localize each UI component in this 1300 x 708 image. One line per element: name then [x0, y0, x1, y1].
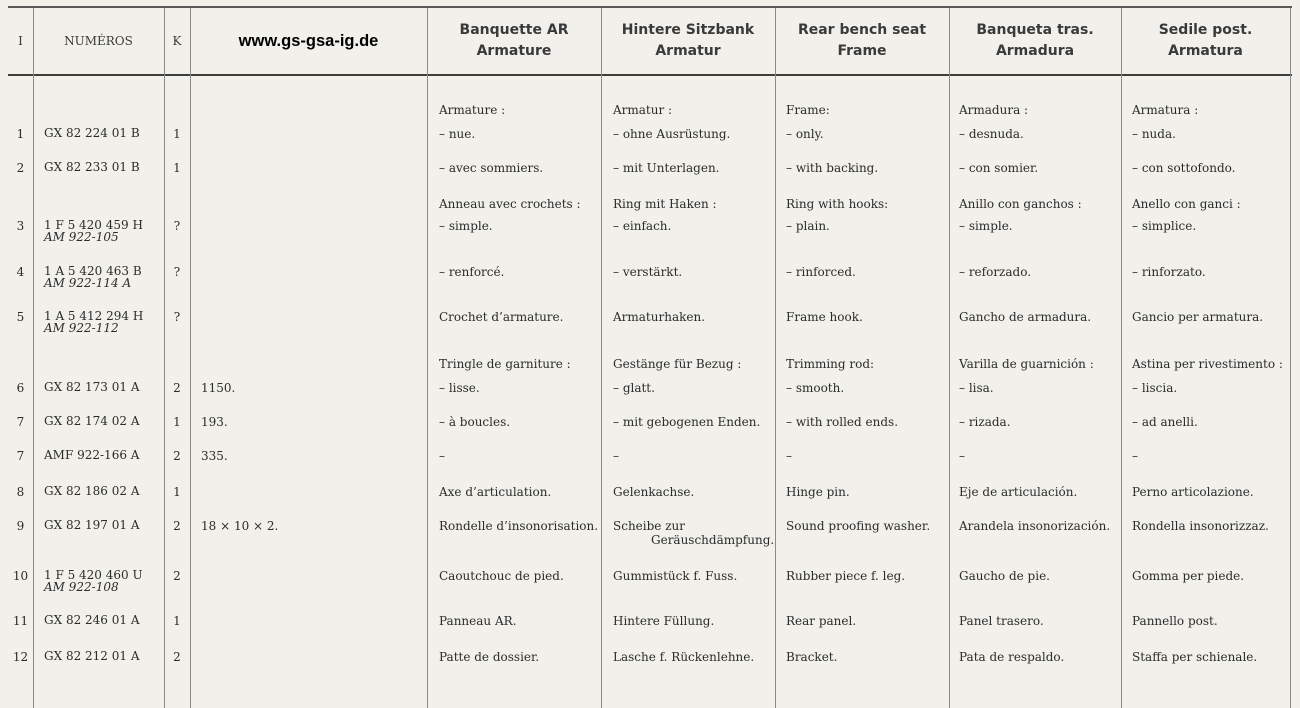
desc-english: –: [786, 449, 792, 463]
row-index: 11: [12, 614, 29, 628]
website-label: www.gs-gsa-ig.de: [238, 31, 379, 50]
group-heading: Ring with hooks:: [786, 197, 889, 211]
desc-italian: Staffa per schienale.: [1132, 650, 1258, 664]
row-index: 9: [16, 519, 25, 533]
header-french-line2: Armature: [476, 43, 552, 59]
desc-italian: –: [1132, 449, 1138, 463]
header-index-label: I: [18, 34, 23, 48]
group-heading: Anillo con ganchos :: [959, 197, 1082, 211]
desc-italian: Rondella insonorizzaz.: [1132, 519, 1269, 533]
desc-french: – lisse.: [439, 381, 480, 395]
header-italian-line2: Armatura: [1168, 43, 1243, 59]
group-heading: Anello con ganci :: [1132, 197, 1241, 211]
part-number: GX 82 246 01 A: [44, 613, 140, 627]
column-divider: [164, 8, 165, 708]
header-spanish-line1: Banqueta tras.: [976, 22, 1094, 38]
group-heading: Gestänge für Bezug :: [613, 357, 742, 371]
desc-spanish: – con somier.: [959, 161, 1039, 175]
row-index: 5: [16, 310, 25, 324]
desc-italian: Gancio per armatura.: [1132, 310, 1264, 324]
desc-german: Hintere Füllung.: [613, 614, 715, 628]
row-index: 3: [16, 219, 25, 233]
desc-spanish: Panel trasero.: [959, 614, 1044, 628]
desc-spanish: Gaucho de pie.: [959, 569, 1050, 583]
desc-german: Gelenkachse.: [613, 485, 695, 499]
desc-spanish: – rizada.: [959, 415, 1011, 429]
header-german-line1: Hintere Sitzbank: [621, 22, 755, 38]
quantity: 2: [173, 381, 181, 395]
desc-german: – mit Unterlagen.: [613, 161, 720, 175]
part-number: GX 82 197 01 A: [44, 518, 140, 532]
part-number-alt: AM 922-112: [44, 321, 119, 335]
desc-english: – rinforced.: [786, 265, 856, 279]
desc-german: – ohne Ausrüstung.: [613, 127, 731, 141]
desc-german-cont: Geräuschdämpfung.: [651, 533, 775, 547]
desc-english: – only.: [786, 127, 824, 141]
quantity: 1: [173, 614, 181, 628]
desc-french: Rondelle d’insonorisation.: [439, 519, 599, 533]
dimension: 18 × 10 × 2.: [201, 519, 279, 533]
part-number: GX 82 174 02 A: [44, 414, 140, 428]
header-italian: [1121, 8, 1290, 74]
desc-english: – plain.: [786, 219, 830, 233]
desc-german: Gummistück f. Fuss.: [613, 569, 738, 583]
header-italian-line1: Sedile post.: [1158, 22, 1253, 38]
column-divider: [427, 8, 428, 708]
part-number: GX 82 186 02 A: [44, 484, 140, 498]
dimension: 335.: [201, 449, 228, 463]
desc-french: – nue.: [439, 127, 476, 141]
part-number: 1 F 5 420 459 H: [44, 218, 143, 232]
desc-english: Bracket.: [786, 650, 838, 664]
desc-spanish: Eje de articulación.: [959, 485, 1078, 499]
group-heading: Armadura :: [959, 103, 1029, 117]
desc-french: – simple.: [439, 219, 493, 233]
quantity: 1: [173, 415, 181, 429]
part-number: 1 A 5 412 294 H: [44, 309, 144, 323]
row-index: 10: [12, 569, 29, 583]
desc-english: Sound proofing washer.: [786, 519, 931, 533]
quantity: ?: [173, 265, 181, 279]
row-index: 12: [12, 650, 29, 664]
header-french-line1: Banquette AR: [459, 22, 569, 38]
header-english: [775, 8, 949, 74]
desc-spanish: –: [959, 449, 965, 463]
part-number: GX 82 224 01 B: [44, 126, 140, 140]
header-numeros-label: NUMÉROS: [64, 34, 133, 48]
desc-italian: – nuda.: [1132, 127, 1176, 141]
group-heading: Armatur :: [613, 103, 673, 117]
desc-english: – with rolled ends.: [786, 415, 899, 429]
desc-german: Scheibe zur: [613, 519, 685, 533]
header-french: [427, 8, 601, 74]
desc-german: Armaturhaken.: [613, 310, 706, 324]
row-index: 4: [16, 265, 25, 279]
header-english-line2: Frame: [837, 43, 887, 59]
desc-german: –: [613, 449, 619, 463]
desc-german: – verstärkt.: [613, 265, 683, 279]
desc-french: Caoutchouc de pied.: [439, 569, 564, 583]
row-index: 7: [16, 449, 25, 463]
group-heading: Astina per rivestimento :: [1132, 357, 1283, 371]
desc-italian: Gomma per piede.: [1132, 569, 1245, 583]
desc-spanish: Pata de respaldo.: [959, 650, 1065, 664]
part-number: 1 A 5 420 463 B: [44, 264, 142, 278]
part-number: GX 82 233 01 B: [44, 160, 140, 174]
dimension: 193.: [201, 415, 228, 429]
header-english-line1: Rear bench seat: [797, 22, 927, 38]
desc-french: Patte de dossier.: [439, 650, 540, 664]
desc-spanish: Gancho de armadura.: [959, 310, 1092, 324]
desc-spanish: – lisa.: [959, 381, 994, 395]
column-divider: [190, 8, 191, 708]
desc-italian: Perno articolazione.: [1132, 485, 1254, 499]
desc-italian: Pannello post.: [1132, 614, 1218, 628]
part-number-alt: AM 922-114 A: [44, 276, 132, 290]
desc-spanish: – desnuda.: [959, 127, 1024, 141]
column-divider: [33, 8, 34, 708]
part-number: AMF 922-166 A: [44, 448, 140, 462]
group-heading: Anneau avec crochets :: [439, 197, 581, 211]
quantity: 1: [173, 161, 181, 175]
desc-french: – à boucles.: [439, 415, 511, 429]
desc-italian: – liscia.: [1132, 381, 1178, 395]
header-website: [190, 8, 427, 74]
row-index: 2: [16, 161, 25, 175]
desc-spanish: – reforzado.: [959, 265, 1032, 279]
desc-german: – glatt.: [613, 381, 655, 395]
header-index: [8, 8, 33, 74]
group-heading: Frame:: [786, 103, 830, 117]
desc-german: – einfach.: [613, 219, 672, 233]
part-number-alt: AM 922-105: [44, 230, 119, 244]
group-heading: Trimming rod:: [786, 357, 875, 371]
quantity: 2: [173, 519, 181, 533]
header-spanish: [949, 8, 1121, 74]
desc-german: Lasche f. Rückenlehne.: [613, 650, 755, 664]
row-index: 6: [16, 381, 25, 395]
row-index: 8: [16, 485, 25, 499]
quantity: ?: [173, 310, 181, 324]
desc-english: Rear panel.: [786, 614, 857, 628]
desc-english: Hinge pin.: [786, 485, 850, 499]
column-divider: [1121, 8, 1122, 708]
column-divider: [949, 8, 950, 708]
part-number: GX 82 212 01 A: [44, 649, 140, 663]
header-german-line2: Armatur: [655, 43, 721, 59]
desc-french: Axe d’articulation.: [439, 485, 552, 499]
desc-italian: – simplice.: [1132, 219, 1197, 233]
header-numeros: [33, 8, 164, 74]
header-german: [601, 8, 775, 74]
row-index: 7: [16, 415, 25, 429]
column-divider: [1290, 8, 1291, 708]
quantity: 2: [173, 449, 181, 463]
header-k: [164, 8, 190, 74]
row-index: 1: [16, 127, 25, 141]
dimension: 1150.: [201, 381, 236, 395]
desc-english: – with backing.: [786, 161, 879, 175]
desc-english: Frame hook.: [786, 310, 863, 324]
desc-spanish: Arandela insonorización.: [959, 519, 1111, 533]
desc-french: Panneau AR.: [439, 614, 517, 628]
column-divider: [775, 8, 776, 708]
desc-german: – mit gebogenen Enden.: [613, 415, 761, 429]
desc-french: –: [439, 449, 445, 463]
part-number: 1 F 5 420 460 U: [44, 568, 143, 582]
desc-english: Rubber piece f. leg.: [786, 569, 906, 583]
desc-italian: – rinforzato.: [1132, 265, 1206, 279]
group-heading: Armatura :: [1132, 103, 1199, 117]
header-k-label: K: [172, 34, 182, 48]
part-number: GX 82 173 01 A: [44, 380, 140, 394]
part-number-alt: AM 922-108: [44, 580, 119, 594]
group-heading: Ring mit Haken :: [613, 197, 717, 211]
quantity: 2: [173, 650, 181, 664]
desc-italian: – ad anelli.: [1132, 415, 1198, 429]
desc-italian: – con sottofondo.: [1132, 161, 1236, 175]
desc-french: – avec sommiers.: [439, 161, 544, 175]
group-heading: Armature :: [439, 103, 506, 117]
desc-french: Crochet d’armature.: [439, 310, 564, 324]
quantity: 2: [173, 569, 181, 583]
quantity: 1: [173, 127, 181, 141]
quantity: 1: [173, 485, 181, 499]
desc-spanish: – simple.: [959, 219, 1013, 233]
group-heading: Varilla de guarnición :: [959, 357, 1094, 371]
header-spanish-line2: Armadura: [995, 43, 1075, 59]
group-heading: Tringle de garniture :: [439, 357, 571, 371]
column-divider: [601, 8, 602, 708]
desc-french: – renforcé.: [439, 265, 505, 279]
desc-english: – smooth.: [786, 381, 845, 395]
header-rule: [8, 74, 1292, 76]
quantity: ?: [173, 219, 181, 233]
